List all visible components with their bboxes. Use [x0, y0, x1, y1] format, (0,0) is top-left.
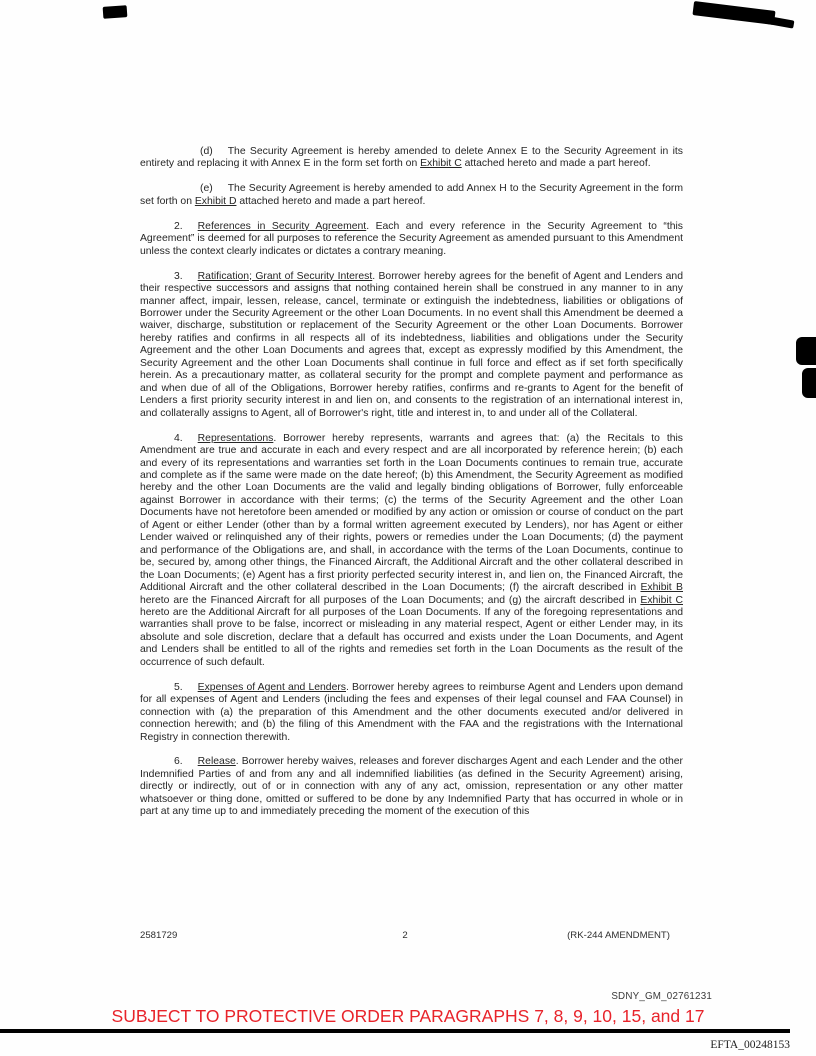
protective-order-stamp: SUBJECT TO PROTECTIVE ORDER PARAGRAPHS 7, 8, 9, 10, 15, and 17	[111, 1006, 705, 1026]
scan-artifact-top-left	[103, 5, 128, 19]
paragraph-2-references: 2. References in Security Agreement. Each and every reference in the Security Agreement to “this Agreement” is deemed for all purposes to reference the Security Agreement as amended pursuant to this Amendment unless the context clearly indicates or dictates a contrary meaning.	[140, 220, 683, 257]
bates-number-sdny: SDNY_GM_02761231	[611, 991, 712, 1002]
document-body	[140, 146, 683, 819]
paragraph-d: (d) The Security Agreement is hereby amended to delete Annex E to the Security Agreement in its entirety and replacing it with Annex E in the form set forth on Exhibit C attached hereto and made a part hereof.	[140, 146, 683, 170]
footer-document-number: 2581729	[140, 930, 178, 941]
paragraph-5-expenses: 5. Expenses of Agent and Lenders. Borrower hereby agrees to reimburse Agent and Lenders upon demand for all expenses of Agent and Lenders (including the fees and expenses of their legal counsel and FAA Counsel) in connection with (a) the preparation of this Amendment and the other documents executed and/or delivered in connection herewith; and (b) the filing of this Amendment with the FAA and the registrations with the International Registry in connection therewith.	[140, 681, 683, 743]
scan-artifact-right-edge-2	[802, 368, 816, 398]
scan-artifact-bottom-line	[0, 1029, 790, 1033]
page-number: 2	[402, 930, 408, 941]
footer-document-label: (RK-244 AMENDMENT)	[567, 930, 670, 941]
paragraph-4-representations: 4. Representations. Borrower hereby represents, warrants and agrees that: (a) the Recitals to this Amendment are true and accurate in each and every respect and are all incorporated by reference herein; (b) each and every of its representations and warranties set forth in the Loan Documents continues to remain true, accurate and complete as if the same were made on the date hereof; (b) this Amendment, the Security Agreement as modified hereby and the other Loan Documents are the valid and legally binding obligations of Borrower, fully enforceable against Borrower in accordance with their terms; (c) the terms of the Security Agreement and the other Loan Documents have not heretofore been amended or modified by any action or omission or course of conduct on the part of Agent or either Lender (other than by a formal written agreement executed by Lenders), nor has Agent or either Lender waived or relinquished any of their rights, powers or remedies under the Loan Documents; (d) the payment and performance of the Obligations are, and shall, in accordance with the terms of the Loan Documents, continue to be, secured by, among other things, the Financed Aircraft, the Additional Aircraft and the other collateral described in the Loan Documents; (e) Agent has a first priority perfected security interest in, and lien on, the Financed Aircraft, the Additional Aircraft and the other collateral described in the Loan Documents; (f) the aircraft described in Exhibit B hereto are the Financed Aircraft for all purposes of the Loan Documents; and (g) the aircraft described in Exhibit C hereto are the Additional Aircraft for all purposes of the Loan Documents. If any of the foregoing representations and warranties shall prove to be false, incorrect or misleading in any material respect, Agent or either Lender may, in its absolute and sole discretion, declare that a default has occurred and exists under the Loan Documents, and Agent and Lenders shall be entitled to all of the rights and remedies set forth in the Loan Documents as the result of the occurrence of such default.	[140, 432, 683, 668]
paragraph-3-ratification: 3. Ratification; Grant of Security Interest. Borrower hereby agrees for the benefit of Agent and Lenders and their respective successors and assigns that nothing contained herein shall be construed in any manner to in any manner affect, impair, lessen, release, cancel, terminate or extinguish the indebtedness, liabilities or obligations of Borrower under the Security Agreement or the other Loan Documents. In no event shall this Amendment be deemed a waiver, discharge, substitution or replacement of the Security Agreement or the other Loan Documents. Borrower hereby ratifies and confirms in all respects all of its indebtedness, liabilities and obligations under the Security Agreement and the other Loan Documents and agrees that, except as expressly modified by this Amendment, the Security Agreement and the other Loan Documents shall continue in full force and effect as if set forth specifically herein. As a precautionary matter, as collateral security for the prompt and complete payment and performance as and when due of all of the Obligations, Borrower hereby ratifies, confirms and re-grants to Agent for the benefit of Lenders a first priority security interest in and lien on, and consents to the registration of an international interest in, and collaterally assigns to Agent, all of Borrower's right, title and interest in, to and under all of the Collateral.	[140, 270, 683, 419]
bates-number-efta: EFTA_00248153	[710, 1039, 790, 1051]
scan-artifact-right-edge-1	[796, 337, 816, 365]
paragraph-6-release: 6. Release. Borrower hereby waives, releases and forever discharges Agent and each Lender and the other Indemnified Parties of and from any and all indemnified liabilities (as defined in the Security Agreement) arising, directly or indirectly, out of or in connection with any of any act, omission, representation or any other matter whatsoever or thing done, omitted or suffered to be done by any Indemnified Party that has occurred in whole or in part at any time up to and immediately preceding the moment of the execution of this	[140, 756, 683, 818]
paragraph-e: (e) The Security Agreement is hereby amended to add Annex H to the Security Agreement in the form set forth on Exhibit D attached hereto and made a part hereof.	[140, 183, 683, 207]
scan-artifact-top-right-2	[764, 15, 795, 28]
page-footer	[140, 930, 670, 944]
